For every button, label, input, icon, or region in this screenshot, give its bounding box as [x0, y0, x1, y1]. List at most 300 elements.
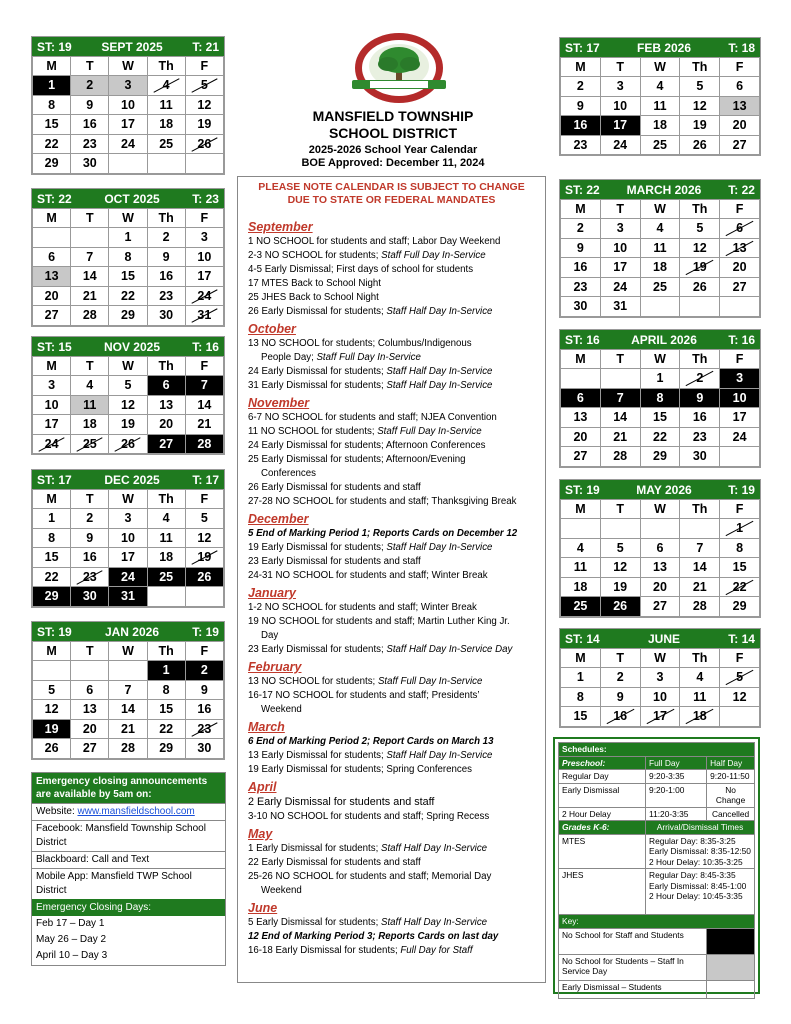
- day-cell: 10: [640, 687, 680, 707]
- day-cell: [561, 519, 601, 539]
- weekday-header: Th: [680, 649, 720, 668]
- teacher-days: T: 16: [728, 332, 755, 347]
- day-cell: 12: [680, 238, 720, 258]
- month-grid: [560, 57, 760, 155]
- teacher-days: T: 19: [728, 482, 755, 497]
- day-cell: 4: [680, 668, 720, 688]
- text-cell: MTES: [559, 834, 646, 869]
- day-cell: 20: [640, 577, 680, 597]
- day-cell: 9: [71, 95, 109, 115]
- teacher-days: T: 17: [192, 472, 219, 487]
- day-cell: 24: [109, 567, 147, 587]
- day-cell: 13: [720, 96, 760, 116]
- day-cell: 27: [720, 277, 760, 297]
- day-cell: 17: [185, 267, 223, 287]
- day-cell: 30: [561, 297, 601, 317]
- day-cell: 14: [185, 395, 223, 415]
- note-line: 19 NO SCHOOL for students and staff; Martin Luther King Jr.: [248, 616, 510, 627]
- day-cell: 6: [147, 376, 185, 396]
- day-cell: 19: [185, 548, 223, 568]
- day-cell: 24: [33, 434, 71, 454]
- day-cell: 16: [71, 548, 109, 568]
- teacher-days: T: 22: [728, 182, 755, 197]
- district-logo: [340, 32, 458, 104]
- text-cell: Staff Half Day In-Service: [380, 917, 488, 928]
- day-cell: 20: [71, 719, 109, 739]
- blackboard-row: Blackboard: Call and Text: [32, 851, 225, 868]
- text-cell: 19 Early Dismissal for students;: [248, 542, 387, 553]
- day-cell: 21: [185, 415, 223, 435]
- day-cell: 20: [561, 427, 601, 447]
- calendar-november: [31, 336, 225, 455]
- day-cell: 23: [71, 134, 109, 154]
- day-cell: 13: [640, 558, 680, 578]
- teacher-days: T: 21: [192, 39, 219, 54]
- note-line: 25 Early Dismissal for students; Afternoon/Evening: [248, 454, 466, 465]
- day-cell: 16: [680, 408, 720, 428]
- note-line: 1 NO SCHOOL for students and staff; Labor Day Weekend: [248, 236, 501, 247]
- day-cell: 17: [109, 548, 147, 568]
- weekday-header: M: [33, 209, 71, 228]
- district-name-line1: MANSFIELD TOWNSHIP: [312, 108, 474, 124]
- day-cell: 4: [147, 509, 185, 529]
- day-cell: 1: [640, 369, 680, 389]
- day-cell: [33, 228, 71, 248]
- text-cell: 31 Early Dismissal for students;: [248, 380, 387, 391]
- day-cell: 17: [109, 115, 147, 135]
- calendar-june: [559, 628, 761, 728]
- note-line: 12 End of Marking Period 3; Reports Cards on last day: [248, 931, 499, 942]
- text-cell: Staff Full Day In-Service: [377, 676, 483, 687]
- day-cell: 23: [561, 277, 601, 297]
- text-cell: Arrival/Dismissal Times: [646, 821, 755, 835]
- weekday-header: Th: [147, 642, 185, 661]
- day-cell: 6: [561, 388, 601, 408]
- day-cell: 12: [720, 687, 760, 707]
- weekday-header: W: [640, 58, 680, 77]
- month-grid: [560, 349, 760, 467]
- weekday-header: T: [71, 357, 109, 376]
- mobile-app-row: Mobile App: Mansfield TWP School District: [32, 868, 225, 899]
- day-cell: 10: [185, 247, 223, 267]
- weekday-header: F: [185, 357, 223, 376]
- day-cell: 8: [147, 680, 185, 700]
- weekday-header: W: [640, 200, 680, 219]
- day-cell: 7: [71, 247, 109, 267]
- month-grid: [32, 489, 224, 607]
- day-cell: 19: [600, 577, 640, 597]
- day-cell: [600, 519, 640, 539]
- note-line: [248, 365, 545, 379]
- text-cell: Early Dismissal: [559, 783, 646, 807]
- note-line: [248, 541, 545, 555]
- mandate-warning: PLEASE NOTE CALENDAR IS SUBJECT TO CHANGE DUE TO STATE OR FEDERAL MANDATES: [258, 181, 525, 206]
- month-title: NOV 2025: [103, 339, 161, 354]
- note-line: [248, 249, 545, 263]
- day-cell: 24: [600, 135, 640, 155]
- day-cell: [147, 154, 185, 174]
- text-cell: JHES: [559, 869, 646, 915]
- day-cell: 31: [600, 297, 640, 317]
- month-title: MAY 2026: [636, 482, 692, 497]
- day-cell: 7: [109, 680, 147, 700]
- day-cell: [680, 297, 720, 317]
- day-cell: [720, 707, 760, 727]
- day-cell: 20: [33, 286, 71, 306]
- day-cell: 26: [185, 134, 223, 154]
- month-heading: October: [248, 322, 296, 336]
- day-cell: 9: [71, 528, 109, 548]
- day-cell: 25: [640, 277, 680, 297]
- weekday-header: F: [720, 350, 760, 369]
- note-line: 3-10 NO SCHOOL for students and staff; Spring Recess: [248, 811, 490, 822]
- day-cell: 14: [109, 700, 147, 720]
- text-cell: Website:: [36, 806, 78, 817]
- day-cell: 22: [147, 719, 185, 739]
- day-cell: [33, 661, 71, 681]
- day-cell: 17: [33, 415, 71, 435]
- day-cell: 26: [680, 277, 720, 297]
- weekday-header: W: [109, 490, 147, 509]
- day-cell: 14: [71, 267, 109, 287]
- day-cell: 3: [640, 668, 680, 688]
- text-cell: Grades K-6:: [559, 821, 646, 835]
- text-cell: 1 Early Dismissal for students;: [248, 843, 381, 854]
- day-cell: 4: [561, 538, 601, 558]
- day-cell: 15: [561, 707, 601, 727]
- weekday-header: Th: [147, 57, 185, 76]
- day-cell: 8: [640, 388, 680, 408]
- day-cell: 5: [109, 376, 147, 396]
- note-line: 23 Early Dismissal for students and staff: [248, 556, 421, 567]
- weekday-header: T: [71, 490, 109, 509]
- day-cell: 17: [600, 116, 640, 136]
- day-cell: 23: [147, 286, 185, 306]
- student-days: ST: 19: [565, 482, 600, 497]
- weekday-header: Th: [147, 209, 185, 228]
- weekday-header: Th: [680, 350, 720, 369]
- day-cell: 9: [147, 247, 185, 267]
- month-title: JUNE: [647, 631, 680, 646]
- day-cell: 30: [71, 154, 109, 174]
- weekday-header: F: [185, 642, 223, 661]
- day-cell: 10: [33, 395, 71, 415]
- student-days: ST: 15: [37, 339, 72, 354]
- text-cell: People Day;: [261, 352, 317, 363]
- day-cell: 30: [185, 739, 223, 759]
- day-cell: 5: [185, 509, 223, 529]
- day-cell: 1: [561, 668, 601, 688]
- day-cell: 19: [680, 258, 720, 278]
- calendar-april: [559, 329, 761, 468]
- weekday-header: M: [33, 642, 71, 661]
- day-cell: 3: [720, 369, 760, 389]
- key-in-service: No School for Students – Staff In Service Day: [559, 954, 707, 980]
- weekday-header: M: [561, 500, 601, 519]
- text-cell: Staff Half Day In-Service: [386, 750, 493, 761]
- day-cell: 30: [71, 587, 109, 607]
- day-cell: 18: [71, 415, 109, 435]
- note-line: [248, 351, 545, 365]
- key-swatch-gray: [707, 954, 755, 980]
- note-line: [248, 379, 545, 393]
- day-cell: 29: [109, 306, 147, 326]
- day-cell: 24: [600, 277, 640, 297]
- day-cell: 14: [600, 408, 640, 428]
- weekday-header: F: [720, 200, 760, 219]
- day-cell: [720, 297, 760, 317]
- note-line: 25 JHES Back to School Night: [248, 292, 379, 303]
- day-cell: 25: [561, 597, 601, 617]
- weekday-header: F: [185, 57, 223, 76]
- day-cell: 18: [147, 548, 185, 568]
- text-cell: No Change: [707, 783, 755, 807]
- text-cell: 11 NO SCHOOL for students;: [248, 426, 378, 437]
- weekday-header: M: [561, 58, 601, 77]
- day-cell: 19: [680, 116, 720, 136]
- day-cell: 22: [640, 427, 680, 447]
- day-cell: 2: [147, 228, 185, 248]
- weekday-header: T: [71, 57, 109, 76]
- day-cell: 2: [600, 668, 640, 688]
- day-cell: 9: [680, 388, 720, 408]
- month-title: SEPT 2025: [101, 39, 163, 54]
- day-cell: 15: [640, 408, 680, 428]
- day-cell: 11: [71, 395, 109, 415]
- day-cell: 6: [720, 219, 760, 239]
- day-cell: 30: [680, 447, 720, 467]
- calendar-may: [559, 479, 761, 618]
- weekday-header: W: [109, 57, 147, 76]
- day-cell: 11: [640, 96, 680, 116]
- weekday-header: T: [600, 350, 640, 369]
- calendar-september: [31, 36, 225, 175]
- text-cell: Full Day: [646, 756, 707, 770]
- day-cell: 8: [33, 528, 71, 548]
- note-line: 2 Early Dismissal for students and staff: [248, 796, 435, 808]
- day-cell: 1: [33, 76, 71, 96]
- day-cell: 9: [561, 96, 601, 116]
- day-cell: 18: [561, 577, 601, 597]
- day-cell: 28: [185, 434, 223, 454]
- day-cell: 1: [720, 519, 760, 539]
- weekday-header: F: [720, 58, 760, 77]
- day-cell: 14: [680, 558, 720, 578]
- weekday-header: W: [640, 649, 680, 668]
- day-cell: 8: [561, 687, 601, 707]
- day-cell: [71, 228, 109, 248]
- text-cell: 26 Early Dismissal for students;: [248, 306, 387, 317]
- day-cell: 15: [147, 700, 185, 720]
- text-cell: 24 Early Dismissal for students;: [248, 366, 387, 377]
- note-line: 13 NO SCHOOL for students; Columbus/Indigenous: [248, 338, 472, 349]
- calendar-march: [559, 179, 761, 318]
- student-days: ST: 14: [565, 631, 600, 646]
- weekday-header: T: [600, 649, 640, 668]
- note-line: 19 Early Dismissal for students; Spring Conferences: [248, 764, 472, 775]
- day-cell: 10: [720, 388, 760, 408]
- day-cell: 12: [680, 96, 720, 116]
- weekday-header: M: [561, 200, 601, 219]
- day-cell: 19: [109, 415, 147, 435]
- note-line: [248, 749, 545, 763]
- day-cell: 24: [185, 286, 223, 306]
- key-swatch-strike: [707, 980, 755, 998]
- note-line: 24-31 NO SCHOOL for students and staff; Winter Break: [248, 570, 488, 581]
- day-cell: 17: [720, 408, 760, 428]
- weekday-header: T: [600, 200, 640, 219]
- calendar-february: [559, 37, 761, 156]
- day-cell: 24: [109, 134, 147, 154]
- text-cell: Regular Day: [559, 770, 646, 784]
- day-cell: 28: [600, 447, 640, 467]
- day-cell: 22: [109, 286, 147, 306]
- student-days: ST: 22: [565, 182, 600, 197]
- weekday-header: M: [33, 357, 71, 376]
- text-cell: Key:: [559, 915, 755, 929]
- day-cell: 3: [109, 509, 147, 529]
- day-cell: 3: [109, 76, 147, 96]
- day-cell: 4: [71, 376, 109, 396]
- emergency-closing-box: [31, 772, 226, 966]
- day-cell: 16: [600, 707, 640, 727]
- month-heading: January: [248, 586, 296, 600]
- month-title: DEC 2025: [104, 472, 160, 487]
- month-title: MARCH 2026: [626, 182, 702, 197]
- day-cell: 13: [720, 238, 760, 258]
- month-grid: [560, 499, 760, 617]
- day-cell: 27: [71, 739, 109, 759]
- note-line: [248, 425, 545, 439]
- day-cell: 8: [109, 247, 147, 267]
- day-cell: 29: [147, 739, 185, 759]
- key-early-dismissal: Early Dismissal – Students: [559, 980, 707, 998]
- text-cell: 13 NO SCHOOL for students;: [248, 676, 378, 687]
- text-cell: Staff Full Day In-Service: [316, 352, 421, 363]
- day-cell: 27: [147, 434, 185, 454]
- day-cell: 15: [109, 267, 147, 287]
- text-cell: Staff Half Day In-Service: [386, 380, 493, 391]
- day-cell: 23: [185, 719, 223, 739]
- closing-days-heading: Emergency Closing Days:: [32, 899, 225, 916]
- day-cell: 7: [185, 376, 223, 396]
- weekday-header: Th: [680, 58, 720, 77]
- day-cell: [600, 369, 640, 389]
- day-cell: 23: [680, 427, 720, 447]
- text-cell: Regular Day: 8:45-3:35 Early Dismissal: 8:45-1:00 2 Hour Delay: 10:45-3:35: [646, 869, 755, 915]
- day-cell: 5: [185, 76, 223, 96]
- day-cell: 11: [640, 238, 680, 258]
- teacher-days: T: 18: [728, 40, 755, 55]
- day-cell: 29: [33, 587, 71, 607]
- day-cell: 9: [561, 238, 601, 258]
- text-cell: 9:20-11:50: [707, 770, 755, 784]
- text-cell: Full Day for Staff: [400, 945, 473, 956]
- day-cell: 20: [147, 415, 185, 435]
- day-cell: 4: [640, 77, 680, 97]
- day-cell: 10: [109, 95, 147, 115]
- district-name-line2: SCHOOL DISTRICT: [328, 125, 458, 141]
- day-cell: 21: [680, 577, 720, 597]
- day-cell: 12: [185, 528, 223, 548]
- month-heading: November: [248, 396, 310, 410]
- day-cell: 22: [33, 134, 71, 154]
- day-cell: 25: [147, 134, 185, 154]
- note-line: 5 End of Marking Period 1; Reports Cards on December 12: [248, 528, 518, 539]
- day-cell: 7: [680, 538, 720, 558]
- schedules-table: [558, 742, 755, 999]
- day-cell: 2: [680, 369, 720, 389]
- student-days: ST: 19: [37, 39, 72, 54]
- weekday-header: T: [71, 209, 109, 228]
- day-cell: 21: [71, 286, 109, 306]
- key-swatch-black: [707, 928, 755, 954]
- text-cell: Staff Full Day In-Service: [381, 250, 486, 261]
- day-cell: [561, 369, 601, 389]
- weekday-header: W: [109, 357, 147, 376]
- note-line: Conferences: [261, 468, 316, 479]
- day-cell: 5: [680, 77, 720, 97]
- day-cell: 11: [147, 528, 185, 548]
- weekday-header: W: [109, 209, 147, 228]
- month-heading: April: [248, 780, 277, 794]
- teacher-days: T: 19: [192, 624, 219, 639]
- day-cell: 4: [147, 76, 185, 96]
- day-cell: 1: [109, 228, 147, 248]
- day-cell: 20: [720, 258, 760, 278]
- day-cell: 2: [71, 76, 109, 96]
- student-days: ST: 16: [565, 332, 600, 347]
- day-cell: 24: [720, 427, 760, 447]
- weekday-header: W: [109, 642, 147, 661]
- day-cell: 9: [600, 687, 640, 707]
- day-cell: 16: [185, 700, 223, 720]
- month-title: OCT 2025: [104, 191, 160, 206]
- schedules-title: Schedules:: [559, 743, 755, 757]
- student-days: ST: 22: [37, 191, 72, 206]
- day-cell: 23: [71, 567, 109, 587]
- day-cell: 26: [33, 739, 71, 759]
- note-line: 4-5 Early Dismissal; First days of school for students: [248, 264, 474, 275]
- day-cell: 22: [720, 577, 760, 597]
- day-cell: 27: [561, 447, 601, 467]
- month-grid: [32, 356, 224, 454]
- weekday-header: Th: [680, 500, 720, 519]
- text-cell: 23 Early Dismissal for students;: [248, 644, 387, 655]
- note-line: Weekend: [261, 704, 302, 715]
- day-cell: 13: [147, 395, 185, 415]
- day-cell: 16: [71, 115, 109, 135]
- note-line: 6-7 NO SCHOOL for students and staff; NJEA Convention: [248, 412, 497, 423]
- day-cell: 30: [147, 306, 185, 326]
- day-cell: 3: [600, 219, 640, 239]
- note-line: 24 Early Dismissal for students; Afternoon Conferences: [248, 440, 486, 451]
- day-cell: 29: [640, 447, 680, 467]
- text-cell: Regular Day: 8:35-3:25 Early Dismissal: 8:35-12:50 2 Hour Delay: 10:35-3:25: [646, 834, 755, 869]
- day-cell: 23: [561, 135, 601, 155]
- schedules-box: [553, 737, 760, 994]
- day-cell: 3: [33, 376, 71, 396]
- day-cell: 19: [185, 115, 223, 135]
- day-cell: 8: [33, 95, 71, 115]
- website-link[interactable]: www.mansfieldschool.com: [77, 806, 195, 817]
- day-cell: [720, 447, 760, 467]
- month-heading: February: [248, 660, 302, 674]
- note-line: [248, 944, 545, 958]
- boe-approved: BOE Approved: December 11, 2024: [301, 157, 485, 169]
- text-cell: Staff Half Day In-Service: [386, 542, 493, 553]
- text-cell: 11:20-3:35: [646, 807, 707, 821]
